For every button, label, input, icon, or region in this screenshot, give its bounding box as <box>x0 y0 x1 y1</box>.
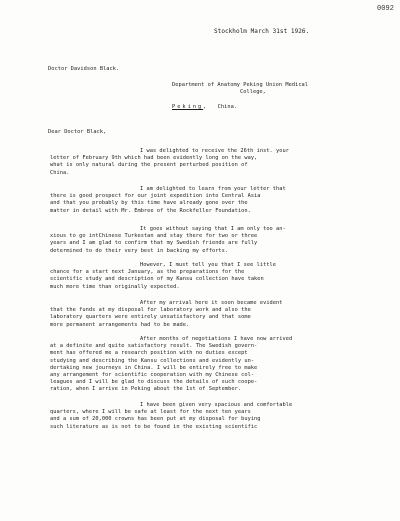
text-line: more permanent arrangements had to be made. <box>50 321 190 328</box>
text-line: chance for a start next January, as the preparations for the <box>50 269 245 276</box>
text-line: leagues and I will be glad to discuss the details of such coope- <box>50 379 258 386</box>
text-line: what is only natural during the present perturbed position of <box>50 162 248 169</box>
recipient-department <box>172 82 392 96</box>
paragraph <box>50 336 385 394</box>
text-line: I was delighted to receive the 26th inst. your <box>140 148 289 154</box>
text-line: scientific study and description of my Kansu collection have taken <box>50 276 264 283</box>
salutation: Dear Doctor Black, <box>48 129 107 135</box>
text-line: years and I am glad to confirm that my Swedish friends are fully <box>50 240 258 247</box>
text-line: laboratory quarters were entirely unsatisfactory and that some <box>50 314 251 321</box>
department-line: Department of Anatomy Peking Union Medical <box>172 82 309 88</box>
paragraph <box>50 300 385 329</box>
text-line: and a sum of 20,000 crowns has been put at my disposal for buying <box>50 416 261 423</box>
text-line: such literature as is not to be found in the existing scientific <box>50 423 258 430</box>
text-line: much more time than originally expected. <box>50 283 180 290</box>
text-line: at a definite and quite satisfactory result. The Swedish govern- <box>50 343 258 350</box>
department-line: College, <box>240 89 266 96</box>
text-line: any arrangement for scientific cooperation with my Chinese col- <box>50 371 255 378</box>
country-name: China. <box>217 104 238 110</box>
text-line: It goes without saying that I am only too an- <box>140 226 286 232</box>
text-line: ration, when I arrive in Peking about the 1st of September. <box>50 386 242 393</box>
city-name: Peking <box>172 104 204 110</box>
paragraph <box>50 186 385 215</box>
paragraph <box>50 262 385 291</box>
text-line: and that you probably by this time have already gone over the <box>50 200 248 207</box>
text-line: determined to do their very best in backing my efforts. <box>50 247 229 254</box>
dateline: Stockholm March 31st 1926. <box>214 28 310 35</box>
paragraph <box>50 226 385 255</box>
paragraph <box>50 148 385 177</box>
text-line: that the funds at my disposal for laboratory work and also the <box>50 307 251 314</box>
text-line: quarters, where I will be safe at least for the next ten years <box>50 409 251 416</box>
text-line: dertaking new journeys in China. I will be entirely free to make <box>50 364 258 371</box>
text-line: I am delighted to learn from your letter that <box>140 186 286 192</box>
recipient-name: Doctor Davidson Black. <box>48 66 120 72</box>
text-line: xious to go intChinese Turkestan and stay there for two or three <box>50 233 258 240</box>
text-line: ment has offered me a research position with no duties except <box>50 350 248 357</box>
text-line: After my arrival here it soon became evident <box>140 300 283 306</box>
recipient-city: Peking, China. <box>172 104 238 110</box>
text-line: there is good prospect for our joint expedition into Central Asia <box>50 193 261 200</box>
text-line: However, I must tell you that I see little <box>140 262 277 268</box>
text-line: studying and describing the Kansu collections and evidently un- <box>50 357 255 364</box>
text-line: After months of negotiations I have now arrived <box>140 336 293 342</box>
text-line: matter in detail with Mr. Embree of the Rockfeller Foundation. <box>50 207 251 214</box>
text-line: letter of February 9th which had been evidently long on the way, <box>50 155 258 162</box>
text-line: China. <box>50 169 70 176</box>
paragraph <box>50 402 385 431</box>
text-line: I have been given very spacious and comfortable <box>140 402 293 408</box>
page-number: 0092 <box>376 5 394 13</box>
